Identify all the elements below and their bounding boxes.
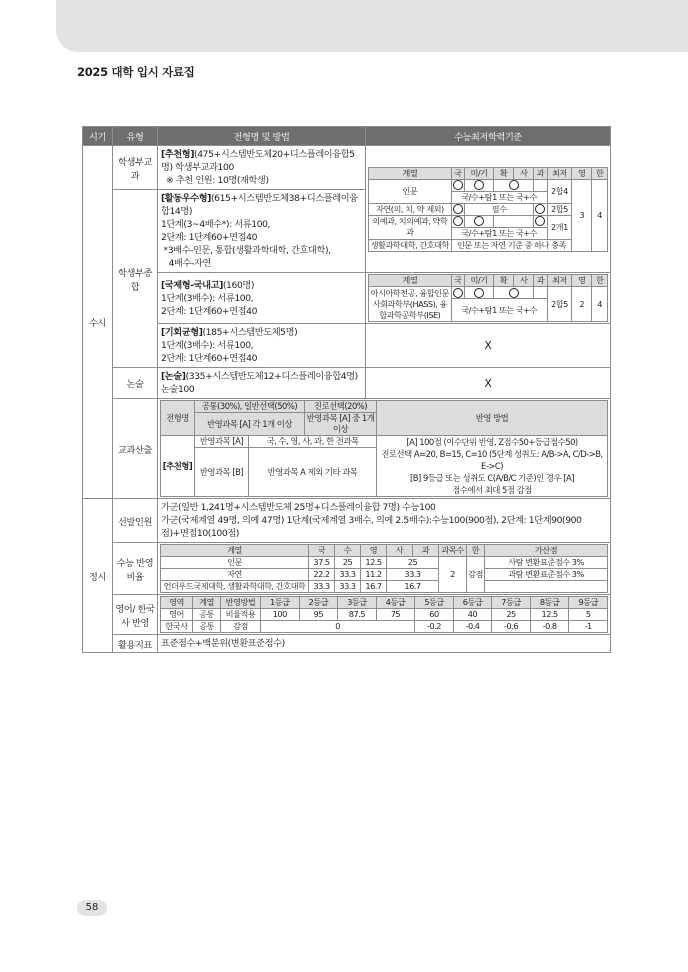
m1-eng: 3 — [572, 179, 592, 251]
hi-r-0: 한국사 — [161, 621, 193, 633]
check-circle-icon — [474, 288, 484, 298]
sn-etc-tam: 16.7 — [387, 581, 439, 593]
min-criteria-1-table — [368, 167, 608, 252]
m1-field-jayeon: 자연(의, 치, 약 제외) — [369, 203, 452, 215]
sn-h-hist: 한 — [467, 545, 485, 557]
sn-jayeon-kor: 22.2 — [309, 569, 335, 581]
m2-h-math: 미/기 — [465, 275, 494, 287]
suneung-table — [160, 544, 608, 593]
header-method: 전형명 및 방법 — [158, 127, 366, 146]
m1-subj-life: 인문 또는 자연 기준 중 하나 충족 — [451, 239, 572, 251]
m1-subj-jayeon: 필수 — [465, 203, 534, 215]
check-circle-icon — [474, 180, 484, 190]
hi-r-8: -1 — [569, 621, 608, 633]
sn-h-field: 계열 — [161, 545, 309, 557]
hwaldong-desc-2: 1단계(3~4배수*): 서류100, — [161, 219, 271, 230]
en-r-1: 공통 — [193, 609, 221, 621]
sanchul-cell — [158, 399, 611, 499]
gihoe-min: X — [366, 324, 611, 368]
m2-h-kor: 국 — [451, 275, 464, 287]
type-nonsul: 논술 — [113, 368, 158, 399]
sn-etc-eng: 16.7 — [361, 581, 387, 593]
m2-h-min: 최저 — [547, 275, 572, 287]
m2-min: 2합5 — [547, 287, 572, 322]
seonbal-cell — [158, 499, 611, 543]
sanchul-method-2: 진로선택 A=20, B=15, C=10 (5단계 성취도: A/B->A, C/D->B, E->C) — [381, 449, 603, 471]
sn-jayeon-math: 33.3 — [335, 569, 361, 581]
sn-h-eng: 영 — [361, 545, 387, 557]
en-h-3: 1등급 — [261, 597, 300, 609]
hi-r-6: -0.6 — [492, 621, 531, 633]
sn-h-bonus: 가산점 — [485, 545, 608, 557]
en-r-11: 5 — [569, 609, 608, 621]
sn-hist: 감점 — [467, 557, 485, 593]
m1-h-soc: 사 — [514, 167, 534, 179]
sanchul-h-common: 공통(30%), 일반선택(50%) — [195, 401, 305, 413]
sanchul-method-3: [B] 9등급 또는 성취도 C(A/B/C 기준)인 경우 [A] — [410, 473, 574, 483]
nonsul-cell — [158, 368, 366, 399]
en-r-3: 100 — [261, 609, 300, 621]
m1-hist: 4 — [592, 179, 608, 251]
sanchul-method — [377, 436, 608, 497]
gihoe-desc-2: 1단계(3배수): 서류100, — [161, 340, 254, 351]
hwaldong-name: [활동우수형] — [161, 193, 211, 204]
m2-hist: 4 — [592, 287, 608, 322]
m2-h-sci: 과 — [534, 275, 547, 287]
gukje-desc-1: (160명) — [222, 279, 255, 291]
min-criteria-2-table — [368, 274, 608, 322]
en-h-5: 3등급 — [338, 597, 377, 609]
en-r-4: 95 — [299, 609, 338, 621]
sanchul-a-label: 반영과목 [A] — [195, 436, 249, 448]
en-h-0: 영역 — [161, 597, 193, 609]
m1-h-kor: 국 — [451, 167, 464, 179]
m2-h-field: 계열 — [369, 275, 452, 287]
en-h-4: 2등급 — [299, 597, 338, 609]
en-h-9: 7등급 — [492, 597, 531, 609]
admission-table — [82, 126, 611, 653]
m2-subj: 국/수+탐1 또는 국+수 — [451, 299, 547, 322]
period-susi: 수시 — [83, 146, 113, 499]
english-cell — [158, 595, 611, 635]
sn-etc-math: 33.3 — [335, 581, 361, 593]
page-number: 58 — [77, 900, 107, 916]
check-circle-icon — [453, 204, 463, 214]
type-gyogwa-sanchul: 교과산출 — [113, 399, 158, 499]
en-h-10: 8등급 — [530, 597, 569, 609]
sn-h-sci: 과 — [413, 545, 439, 557]
m1-min-med: 2개1 — [547, 215, 572, 239]
sanchul-method-4: 점수에서 최대 5점 감점 — [452, 485, 532, 495]
chucheon-desc-1: (475+시스템반도체20+디스플레이융합5명) 학생부교과100 — [161, 149, 355, 173]
sn-field-jayeon: 자연 — [161, 569, 309, 581]
m1-subj-med: 국/수+탐1 또는 국+수 — [451, 227, 547, 239]
m1-h-math: 미/기 — [465, 167, 494, 179]
en-r-9: 25 — [492, 609, 531, 621]
gihoe-cell — [158, 324, 366, 368]
sanchul-b-label: 반영과목 [B] — [195, 448, 249, 497]
m1-min-jayeon: 2합5 — [547, 203, 572, 215]
m1-min-inmun: 2합4 — [547, 179, 572, 203]
en-h-1: 계열 — [193, 597, 221, 609]
nonsul-min: X — [366, 368, 611, 399]
m1-subj-inmun: 국/수+탐1 또는 국+수 — [451, 191, 547, 203]
type-hakjong-gyogwa: 학생부교과 — [113, 146, 158, 190]
min-criteria-2 — [366, 273, 611, 324]
hwaldong-desc-3: 2단계: 1단계60+면접40 — [161, 232, 258, 243]
en-r-0: 영어 — [161, 609, 193, 621]
m2-eng: 2 — [572, 287, 592, 322]
gukje-name: [국제형-국내고] — [161, 279, 223, 291]
top-banner — [56, 0, 688, 52]
sanchul-a-value: 국, 수, 영, 사, 과, 한 전과목 — [249, 436, 377, 448]
table-header-row — [83, 127, 611, 146]
hi-r-4: -0.2 — [415, 621, 454, 633]
type-hakjong-jonghap: 학생부종합 — [113, 190, 158, 368]
sanchul-name: [추천형] — [161, 436, 195, 497]
sn-h-count: 과목수 — [439, 545, 467, 557]
en-h-8: 6등급 — [453, 597, 492, 609]
en-h-6: 4등급 — [376, 597, 415, 609]
sanchul-h-jinro-sub: 반영과목 [A] 중 1개 이상 — [305, 413, 377, 436]
sn-jayeon-tam: 33.3 — [387, 569, 439, 581]
sn-h-math: 수 — [335, 545, 361, 557]
chucheon-desc-2: ※ 추천 인원: 10명(재학생) — [166, 175, 269, 186]
sanchul-b-value: 반영과목 A 제외 기타 과목 — [249, 448, 377, 497]
hwaldong-cell — [158, 190, 366, 273]
m2-h-eng: 영 — [572, 275, 592, 287]
hi-r-1: 공통 — [193, 621, 221, 633]
check-circle-icon — [535, 216, 545, 226]
sn-h-soc: 사 — [387, 545, 413, 557]
min-criteria-1 — [366, 146, 611, 273]
check-circle-icon — [535, 204, 545, 214]
m2-h-hist: 한 — [592, 275, 608, 287]
sn-inmun-math: 25 — [335, 557, 361, 569]
hi-r-5: -0.4 — [453, 621, 492, 633]
en-r-2: 비율적용 — [221, 609, 261, 621]
en-r-7: 60 — [415, 609, 454, 621]
hi-r-2: 감점 — [221, 621, 261, 633]
gihoe-desc-3: 2단계: 1단계60+면접40 — [161, 353, 258, 364]
chucheon-name: [추천형] — [161, 149, 195, 160]
sn-count: 2 — [439, 557, 467, 593]
m1-h-hist: 한 — [592, 167, 608, 179]
page-header: 2025 대학 입시 자료집 — [77, 65, 195, 79]
sn-bonus-jayeon: 과탐 변환표준점수 3% — [485, 569, 608, 581]
m1-h-sci: 과 — [534, 167, 547, 179]
m1-field-med: 의예과, 치의예과, 약학과 — [369, 215, 452, 239]
m1-field-life: 생활과학대학, 간호대학 — [369, 239, 452, 251]
m2-h-soc: 사 — [514, 275, 534, 287]
sanchul-h-method: 반영 방법 — [377, 401, 608, 436]
period-jeongsi: 정시 — [83, 499, 113, 653]
sanchul-h-jinro: 진로선택(20%) — [305, 401, 377, 413]
m1-h-prob: 확 — [494, 167, 514, 179]
hwaldong-desc-5: 4배수-자연 — [168, 258, 211, 269]
hwaldong-desc-4: *3배수-인문, 통합(생활과학대학, 간호대학), — [163, 245, 331, 256]
check-circle-icon — [453, 216, 463, 226]
sn-bonus-inmun: 사탐 변환표준점수 3% — [485, 557, 608, 569]
en-h-11: 9등급 — [569, 597, 608, 609]
gukje-cell — [158, 273, 366, 324]
m1-field-inmun: 인문 — [369, 179, 452, 203]
m1-h-field: 계열 — [369, 167, 452, 179]
gihoe-desc-1: (185+시스템반도체5명) — [202, 327, 298, 338]
check-circle-icon — [474, 216, 484, 226]
sn-inmun-tam: 25 — [387, 557, 439, 569]
type-suneung: 수능 반영비율 — [113, 543, 158, 595]
m1-h-eng: 영 — [572, 167, 592, 179]
type-seonbal: 선발인원 — [113, 499, 158, 543]
header-type: 유형 — [113, 127, 158, 146]
header-minimum: 수능최저학력기준 — [366, 127, 611, 146]
en-r-8: 40 — [453, 609, 492, 621]
sn-inmun-kor: 37.5 — [309, 557, 335, 569]
hi-r-3: 0 — [261, 621, 415, 633]
seonbal-line-1: 가군(일반 1,241명+시스템반도체 25명+디스플레이융합 7명) 수능100 — [161, 502, 436, 513]
gukje-desc-2: 1단계(3배수): 서류100, — [161, 292, 254, 304]
check-circle-icon — [509, 180, 519, 190]
hi-r-7: -0.8 — [530, 621, 569, 633]
en-h-2: 반영방법 — [221, 597, 261, 609]
hwalyong-value: 표준점수+백분위(변환표준점수) — [158, 635, 611, 653]
m2-field: 아시아학전공, 융합인문사회과학부(HASS), 융합과학공학부(ISE) — [369, 287, 452, 322]
hwaldong-desc-1: (615+시스템반도체38+디스플레이융합14명) — [161, 193, 358, 217]
nonsul-name: [논술] — [161, 371, 186, 382]
nonsul-desc-1: (335+시스템반도체12+디스플레이융합4명) 논술100 — [161, 371, 358, 395]
sn-inmun-eng: 12.5 — [361, 557, 387, 569]
sn-h-kor: 국 — [309, 545, 335, 557]
check-circle-icon — [453, 180, 463, 190]
sn-field-inmun: 인문 — [161, 557, 309, 569]
en-r-10: 12.5 — [530, 609, 569, 621]
type-english: 영어/ 한국사 반영 — [113, 595, 158, 635]
seonbal-line-2: 가군(국제계열 49명, 의예 47명) 1단계(국제계열 3배수, 의예 2.5배수):수능100(900점), 2단계: 1단계90(900점)+면접10(100점) — [161, 515, 582, 539]
sanchul-table — [160, 400, 608, 497]
sn-jayeon-eng: 11.2 — [361, 569, 387, 581]
en-h-7: 5등급 — [415, 597, 454, 609]
type-hwalyong: 활용지표 — [113, 635, 158, 653]
gihoe-name: [기회균형] — [161, 327, 203, 338]
m1-h-min: 최저 — [547, 167, 572, 179]
header-period: 시기 — [83, 127, 113, 146]
english-table — [160, 596, 608, 633]
m2-h-prob: 확 — [494, 275, 514, 287]
gukje-desc-3: 2단계: 1단계60+면접40 — [161, 305, 258, 317]
check-circle-icon — [453, 288, 463, 298]
sn-field-etc: 언더우드국제대학, 생활과학대학, 간호대학 — [161, 581, 309, 593]
sanchul-method-1: [A] 100점 (이수단위 반영, Z점수50+등급점수50) — [406, 437, 578, 447]
en-r-5: 87.5 — [338, 609, 377, 621]
en-r-6: 75 — [376, 609, 415, 621]
sn-etc-kor: 33.3 — [309, 581, 335, 593]
chucheon-cell — [158, 146, 366, 190]
sanchul-h-common-sub: 반영과목 [A] 각 1개 이상 — [195, 413, 305, 436]
check-circle-icon — [509, 288, 519, 298]
sanchul-h-jeonhyeong: 전형명 — [161, 401, 195, 436]
suneung-cell — [158, 543, 611, 595]
